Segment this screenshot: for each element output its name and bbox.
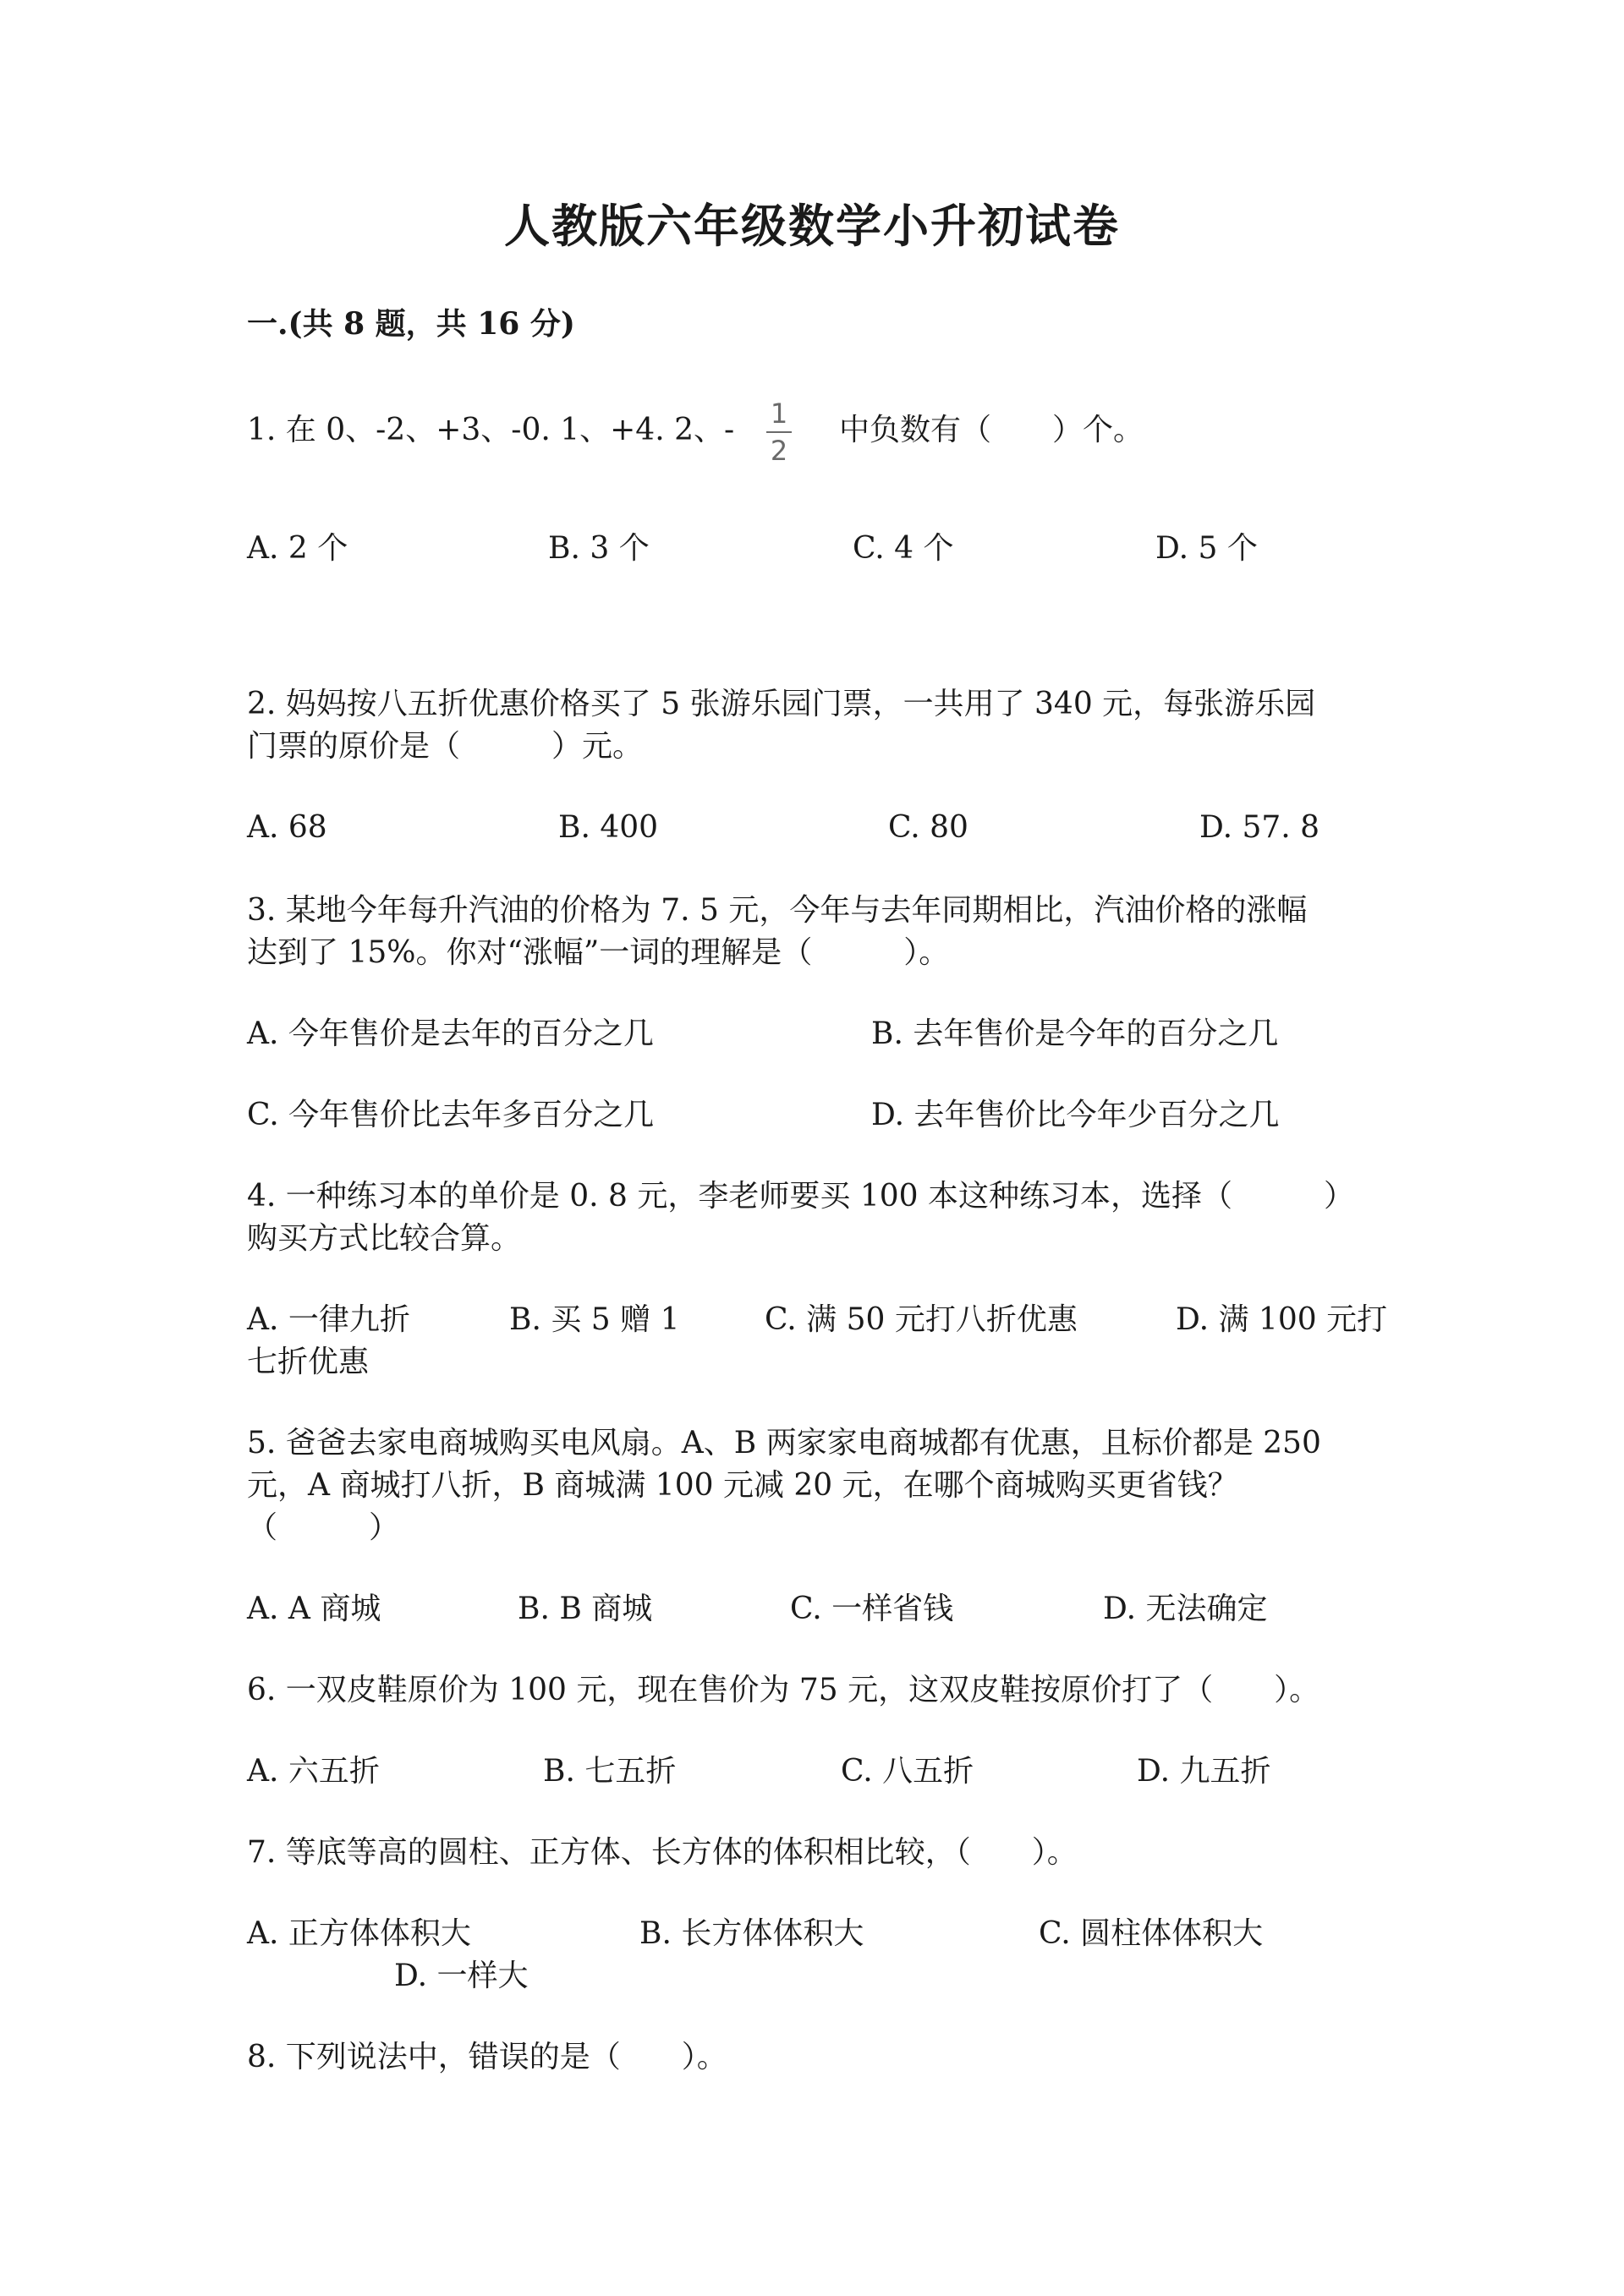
question-1-text: 1. 在 0、-2、+3、-0. 1、+4. 2、- (247, 413, 735, 447)
option-c[interactable]: C. 一样省钱 (790, 1592, 954, 1626)
option-a[interactable]: A. 2 个 (247, 531, 348, 566)
option-a[interactable]: A. 今年售价是去年的百分之几 (247, 1016, 654, 1051)
question-1-text-cont: 中负数有（ ）个。 (839, 413, 1144, 447)
option-b[interactable]: B. 3 个 (548, 531, 650, 566)
question-5-line-3: （ ） (247, 1510, 400, 1545)
option-d[interactable]: D. 无法确定 (1103, 1592, 1268, 1626)
question-4-line-2: 购买方式比较合算。 (247, 1221, 522, 1256)
option-d[interactable]: D. 去年售价比今年少百分之几 (871, 1098, 1280, 1132)
question-2-line-2: 门票的原价是（ ）元。 (247, 729, 644, 764)
option-a[interactable]: A. A 商城 (247, 1592, 381, 1626)
option-d[interactable]: D. 57. 8 (1199, 810, 1320, 845)
option-d[interactable]: D. 一样大 (394, 1959, 529, 1993)
option-a[interactable]: A. 一律九折 (247, 1302, 410, 1337)
question-5-line-2: 元，A 商城打八折，B 商城满 100 元减 20 元，在哪个商城购买更省钱？ (247, 1468, 1238, 1503)
fraction-numerator: 1 (770, 397, 788, 430)
question-4-line-1: 4. 一种练习本的单价是 0. 8 元，李老师要买 100 本这种练习本，选择（ ） (247, 1179, 1354, 1214)
question-3-line-1: 3. 某地今年每升汽油的价格为 7. 5 元，今年与去年同期相比，汽油价格的涨幅 (247, 893, 1308, 928)
option-b[interactable]: B. 400 (558, 810, 659, 845)
option-c[interactable]: C. 八五折 (841, 1754, 974, 1789)
page-title: 人教版六年级数学小升初试卷 (504, 199, 1120, 253)
question-2-line-1: 2. 妈妈按八五折优惠价格买了 5 张游乐园门票，一共用了 340 元，每张游乐园 (247, 687, 1316, 721)
option-c[interactable]: C. 圆柱体体积大 (1039, 1916, 1264, 1951)
option-b[interactable]: B. B 商城 (518, 1592, 653, 1626)
option-d[interactable]: D. 九五折 (1137, 1754, 1271, 1789)
section-heading: 一.(共 8 题，共 16 分) (247, 306, 575, 342)
option-a[interactable]: A. 68 (247, 810, 327, 845)
option-a[interactable]: A. 六五折 (247, 1754, 380, 1789)
question-8-line-1: 8. 下列说法中，错误的是（ ）。 (247, 2040, 727, 2074)
option-c[interactable]: C. 4 个 (853, 531, 954, 566)
option-c[interactable]: C. 满 50 元打八折优惠 (765, 1302, 1078, 1337)
option-a[interactable]: A. 正方体体积大 (247, 1916, 471, 1951)
fraction-bar (766, 431, 792, 433)
fraction-one-half (765, 397, 793, 467)
option-c[interactable]: C. 今年售价比去年多百分之几 (247, 1098, 655, 1132)
fraction-denominator: 2 (770, 435, 788, 467)
option-d[interactable]: D. 满 100 元打 (1176, 1302, 1388, 1337)
option-b[interactable]: B. 长方体体积大 (639, 1916, 864, 1951)
question-3-line-2: 达到了 15%。你对“涨幅”一词的理解是（ ）。 (247, 935, 950, 970)
question-5-line-1: 5. 爸爸去家电商城购买电风扇。A、B 两家家电商城都有优惠，且标价都是 250 (247, 1426, 1321, 1460)
option-b[interactable]: B. 去年售价是今年的百分之几 (871, 1016, 1279, 1051)
option-c[interactable]: C. 80 (888, 810, 968, 845)
question-7-line-1: 7. 等底等高的圆柱、正方体、长方体的体积相比较，（ ）。 (247, 1835, 1078, 1870)
option-b[interactable]: B. 七五折 (543, 1754, 677, 1789)
option-d[interactable]: D. 5 个 (1155, 531, 1258, 566)
option-d-continuation: 七折优惠 (247, 1345, 370, 1379)
option-b[interactable]: B. 买 5 赠 1 (509, 1302, 680, 1337)
question-6-line-1: 6. 一双皮鞋原价为 100 元，现在售价为 75 元，这双皮鞋按原价打了（ ）。 (247, 1673, 1320, 1707)
